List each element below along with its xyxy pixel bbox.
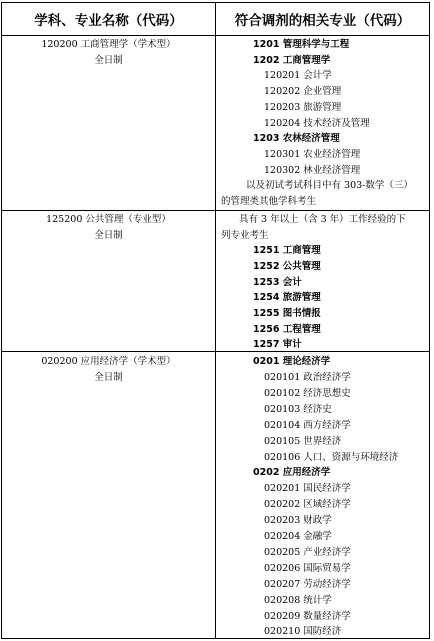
related-major: 120204 技术经济及管理: [264, 118, 370, 129]
related-major: 020204 金融学: [264, 531, 332, 542]
header-divider: [2, 35, 429, 36]
related-major: 1256 工程管理: [253, 324, 321, 335]
related-major: 1252 公共管理: [253, 261, 321, 272]
related-major: 1202 工商管理学: [253, 55, 331, 66]
eligibility-note: 列专业考生: [221, 230, 269, 241]
related-major: 1255 图书情报: [253, 308, 321, 319]
related-major: 020208 统计学: [264, 595, 332, 606]
related-major: 120203 旅游管理: [264, 102, 342, 113]
related-major: 1251 工商管理: [253, 245, 321, 256]
study-mode: 全日制: [94, 372, 123, 383]
related-major: 020103 经济史: [264, 404, 332, 415]
related-major: 1257 审计: [253, 339, 302, 350]
related-major: 020202 区域经济学: [264, 499, 351, 510]
adjustment-table: [1, 2, 430, 639]
related-major: 120201 会计学: [264, 70, 332, 81]
related-major: 120202 企业管理: [264, 86, 342, 97]
related-major: 1254 旅游管理: [253, 292, 321, 303]
eligibility-note: 的管理类其他学科考生: [221, 196, 317, 207]
related-major: 020102 经济思想史: [264, 388, 351, 399]
column-divider: [215, 3, 216, 638]
related-major: 0201 理论经济学: [253, 356, 331, 367]
header-program: 学科、专业名称（代码）: [34, 13, 183, 29]
study-mode: 全日制: [94, 230, 123, 241]
program-name: 125200 公共管理（专业型）: [46, 214, 171, 225]
related-major: 0202 应用经济学: [253, 467, 331, 478]
related-major: 020203 财政学: [264, 515, 332, 526]
related-major: 020105 世界经济: [264, 436, 342, 447]
row-divider: [2, 210, 429, 211]
program-name: 020200 应用经济学（学术型）: [41, 356, 176, 367]
related-major: 120302 林业经济管理: [264, 165, 361, 176]
related-major: 020101 政治经济学: [264, 372, 351, 383]
related-major: 020210 国防经济: [264, 626, 342, 637]
program-name: 120200 工商管理学（学术型）: [41, 39, 176, 50]
related-major: 020207 劳动经济学: [264, 579, 351, 590]
eligibility-note: 以及初试考试科目中有 303-数学（三）: [246, 180, 413, 191]
study-mode: 全日制: [94, 55, 123, 66]
related-major: 120301 农业经济管理: [264, 149, 361, 160]
related-major: 020205 产业经济学: [264, 547, 351, 558]
related-major: 020104 西方经济学: [264, 420, 351, 431]
related-major: 1203 农林经济管理: [253, 133, 340, 144]
related-major: 020106 人口、资源与环境经济: [264, 452, 399, 463]
eligibility-note: 具有 3 年以上（含 3 年）工作经验的下: [239, 214, 406, 225]
row-divider: [2, 351, 429, 352]
related-major: 1253 会计: [253, 277, 302, 288]
related-major: 020206 国际贸易学: [264, 563, 351, 574]
related-major: 020201 国民经济学: [264, 483, 351, 494]
related-major: 020209 数量经济学: [264, 611, 351, 622]
related-major: 1201 管理科学与工程: [253, 39, 350, 50]
header-related-majors: 符合调剂的相关专业（代码）: [234, 13, 411, 29]
